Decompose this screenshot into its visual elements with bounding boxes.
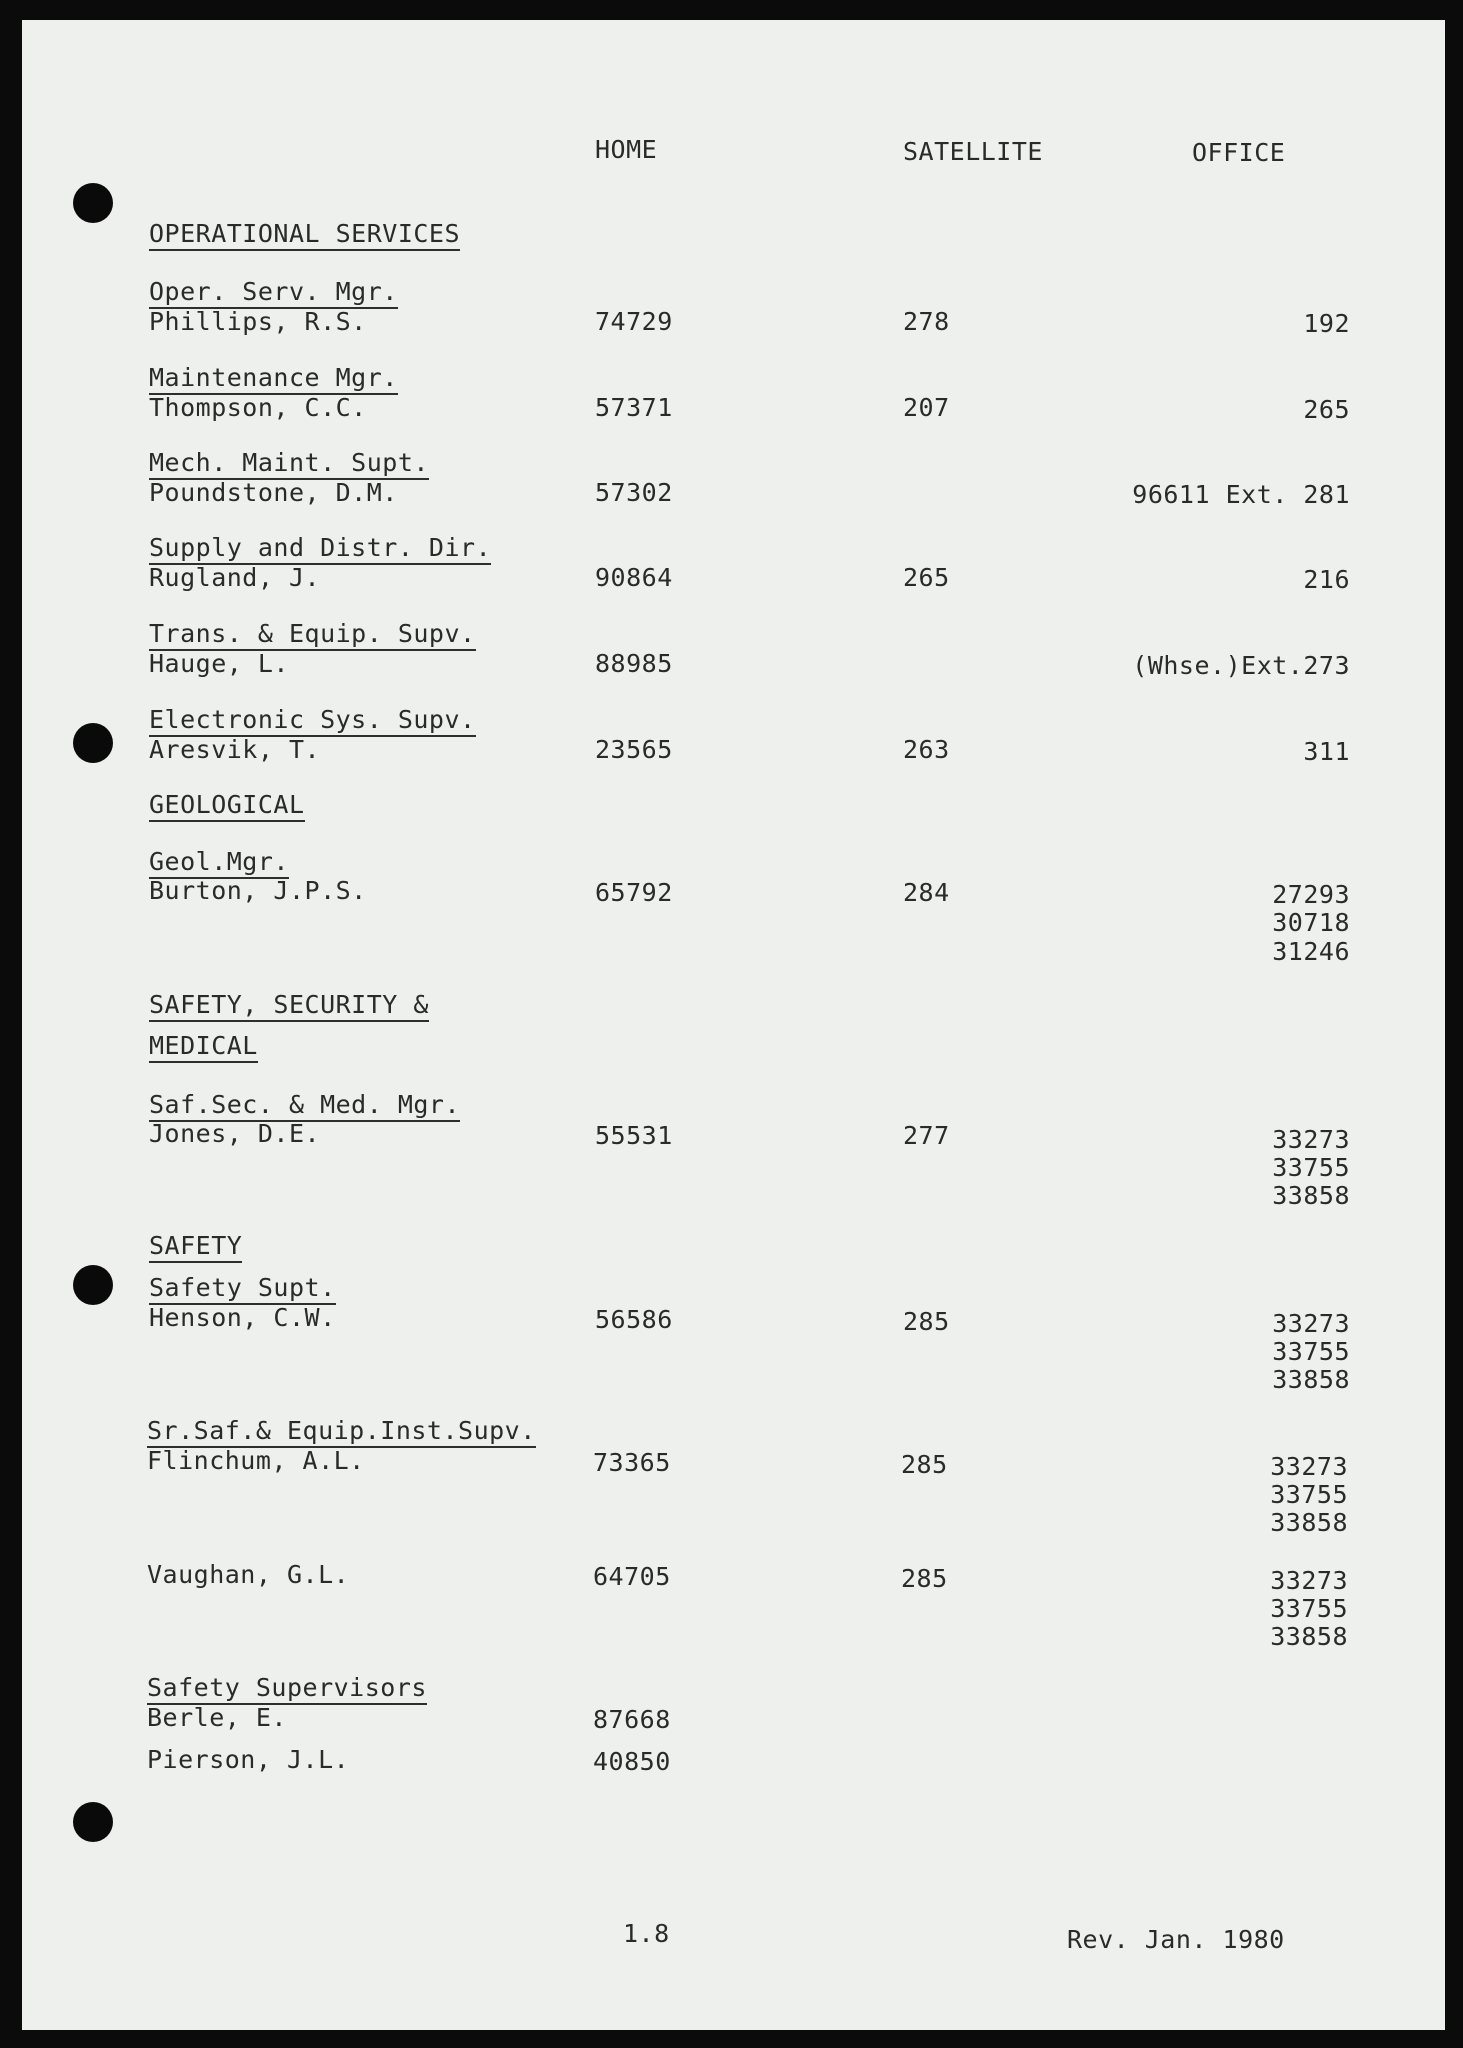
column-header-satellite: SATELLITE <box>903 137 1043 166</box>
entry-home: 90864 <box>595 563 673 592</box>
entry-home: 88985 <box>595 649 673 678</box>
entry-office: 96611 Ext. 281 <box>1132 480 1350 509</box>
entry-home: 40850 <box>593 1747 671 1776</box>
entry-office: 33273 <box>1272 1125 1350 1154</box>
entry-satellite: 285 <box>903 1307 950 1336</box>
entry-name: Poundstone, D.M. <box>149 478 398 507</box>
entry-name: Henson, C.W. <box>149 1303 336 1332</box>
entry-office: 33858 <box>1272 1181 1350 1210</box>
entry-office: 33755 <box>1272 1337 1350 1366</box>
entry-name: Pierson, J.L. <box>147 1745 350 1774</box>
entry-title: Oper. Serv. Mgr. <box>149 278 398 309</box>
entry-satellite: 285 <box>901 1450 948 1479</box>
entry-title: Geol.Mgr. <box>149 848 289 879</box>
section-heading-safety: SAFETY <box>149 1232 242 1263</box>
revision-date: Rev. Jan. 1980 <box>1067 1925 1285 1954</box>
entry-office: 192 <box>1303 309 1350 338</box>
entry-home: 57302 <box>595 478 673 507</box>
entry-office: 33755 <box>1272 1153 1350 1182</box>
entry-name: Berle, E. <box>147 1703 287 1732</box>
entry-home: 73365 <box>593 1448 671 1477</box>
entry-office: 311 <box>1303 737 1350 766</box>
section-heading-geological: GEOLOGICAL <box>149 791 305 822</box>
entry-home: 23565 <box>595 735 673 764</box>
binder-hole <box>73 1802 113 1842</box>
entry-title: Safety Supt. <box>149 1274 336 1305</box>
page-number: 1.8 <box>623 1919 670 1948</box>
entry-office: 33858 <box>1270 1508 1348 1537</box>
entry-satellite: 278 <box>903 307 950 336</box>
entry-home: 57371 <box>595 393 673 422</box>
entry-name: Rugland, J. <box>149 563 321 592</box>
entry-office: 33273 <box>1270 1566 1348 1595</box>
entry-satellite: 277 <box>903 1121 950 1150</box>
entry-title: Safety Supervisors <box>147 1674 427 1705</box>
entry-office: 33858 <box>1270 1622 1348 1651</box>
binder-hole <box>73 1265 113 1305</box>
entry-name: Thompson, C.C. <box>149 393 367 422</box>
entry-satellite: 265 <box>903 563 950 592</box>
entry-office: 216 <box>1303 565 1350 594</box>
entry-office: 27293 <box>1272 880 1350 909</box>
entry-office: 30718 <box>1272 908 1350 937</box>
binder-hole <box>73 723 113 763</box>
section-heading-medical: MEDICAL <box>149 1032 258 1063</box>
entry-satellite: 284 <box>903 878 950 907</box>
entry-office: 31246 <box>1272 937 1350 966</box>
entry-name: Phillips, R.S. <box>149 307 367 336</box>
entry-name: Aresvik, T. <box>149 735 321 764</box>
entry-office: 33755 <box>1270 1480 1348 1509</box>
entry-title: Supply and Distr. Dir. <box>149 534 491 565</box>
entry-home: 87668 <box>593 1705 671 1734</box>
entry-title: Sr.Saf.& Equip.Inst.Supv. <box>147 1417 536 1448</box>
entry-title: Electronic Sys. Supv. <box>149 706 476 737</box>
entry-satellite: 285 <box>901 1564 948 1593</box>
entry-title: Trans. & Equip. Supv. <box>149 620 476 651</box>
entry-office: 265 <box>1303 395 1350 424</box>
entry-office: 33858 <box>1272 1365 1350 1394</box>
entry-office: 33273 <box>1272 1309 1350 1338</box>
entry-title: Saf.Sec. & Med. Mgr. <box>149 1091 460 1122</box>
binder-hole <box>73 183 113 223</box>
entry-office: 33273 <box>1270 1452 1348 1481</box>
directory-page <box>22 20 1445 2030</box>
entry-satellite: 263 <box>903 735 950 764</box>
entry-name: Jones, D.E. <box>149 1119 321 1148</box>
entry-name: Hauge, L. <box>149 649 289 678</box>
entry-name: Burton, J.P.S. <box>149 876 367 905</box>
entry-name: Flinchum, A.L. <box>147 1446 365 1475</box>
entry-satellite: 207 <box>903 393 950 422</box>
entry-home: 56586 <box>595 1305 673 1334</box>
entry-title: Maintenance Mgr. <box>149 364 398 395</box>
entry-office: (Whse.)Ext.273 <box>1132 651 1350 680</box>
entry-office: 33755 <box>1270 1594 1348 1623</box>
entry-name: Vaughan, G.L. <box>147 1560 350 1589</box>
column-header-home: HOME <box>595 135 658 164</box>
entry-home: 55531 <box>595 1121 673 1150</box>
entry-title: Mech. Maint. Supt. <box>149 449 429 480</box>
entry-home: 64705 <box>593 1562 671 1591</box>
entry-home: 74729 <box>595 307 673 336</box>
section-heading-safety-security: SAFETY, SECURITY & <box>149 991 429 1022</box>
entry-home: 65792 <box>595 878 673 907</box>
section-heading-operational: OPERATIONAL SERVICES <box>149 220 460 251</box>
column-header-office: OFFICE <box>1192 138 1286 167</box>
